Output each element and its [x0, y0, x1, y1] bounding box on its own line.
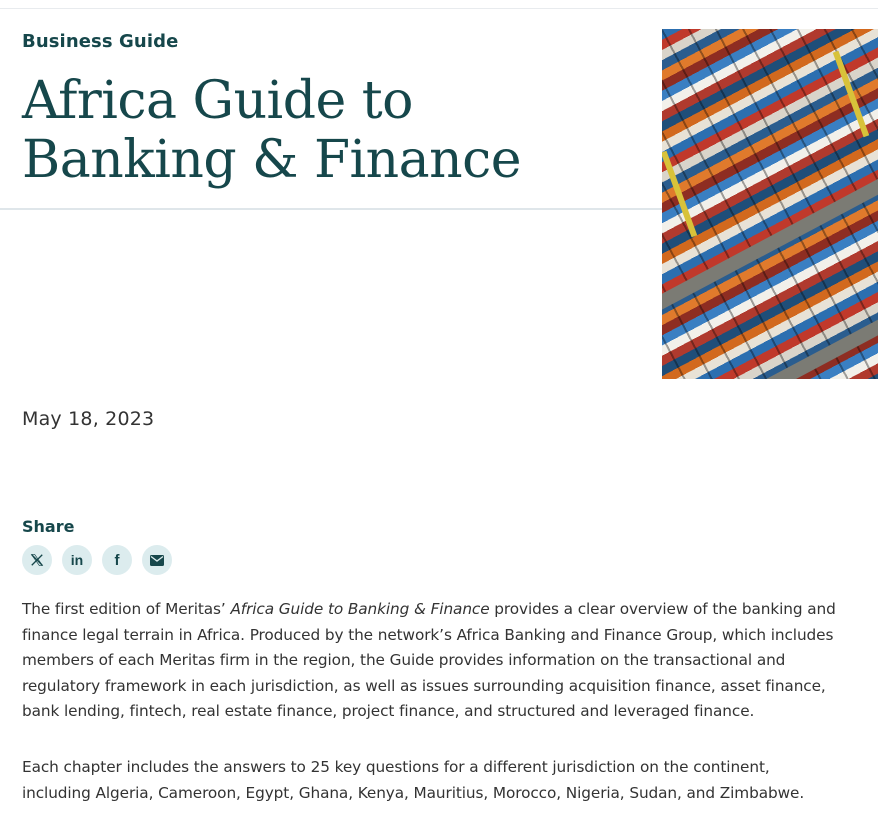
- share-facebook-button[interactable]: [102, 545, 132, 575]
- content-type-label: Business Guide: [22, 31, 179, 52]
- share-linkedin-button[interactable]: [62, 545, 92, 575]
- page-title: Africa Guide to Banking & Finance: [22, 71, 522, 190]
- intro-text-end: provides a clear overview of the banking and finance legal terrain in Africa. Produced by the network’s Africa Banking and Finance Group, which includes members of each Meritas firm in the region, the Guide provides information on the transactional and regulatory framework in each jurisdiction, as well as issues surrounding acquisition finance, asset finance, bank lending, fintech, real estate finance, project finance, and structured and leveraged finance.: [22, 600, 836, 720]
- intro-paragraph: [22, 597, 842, 725]
- hero-image: [662, 29, 878, 379]
- guide-title-italic: Africa Guide to Banking & Finance: [230, 600, 490, 618]
- linkedin-icon: in: [70, 552, 84, 568]
- intro-text-start: The first edition of Meritas’: [22, 600, 231, 618]
- facebook-icon: f: [114, 551, 120, 569]
- publish-date: May 18, 2023: [22, 408, 155, 430]
- top-divider: [0, 8, 878, 9]
- x-icon: [30, 553, 44, 567]
- title-divider: [0, 208, 662, 210]
- share-label: Share: [22, 517, 75, 536]
- share-x-button[interactable]: [22, 545, 52, 575]
- mail-icon: [150, 555, 164, 566]
- share-buttons: [22, 545, 172, 575]
- share-email-button[interactable]: [142, 545, 172, 575]
- jurisdictions-paragraph: Each chapter includes the answers to 25 key questions for a different jurisdiction on the continent, including Algeria, Cameroon, Egypt, Ghana, Kenya, Mauritius, Morocco, Nigeria, Sudan, and Zimbabwe.: [22, 758, 805, 802]
